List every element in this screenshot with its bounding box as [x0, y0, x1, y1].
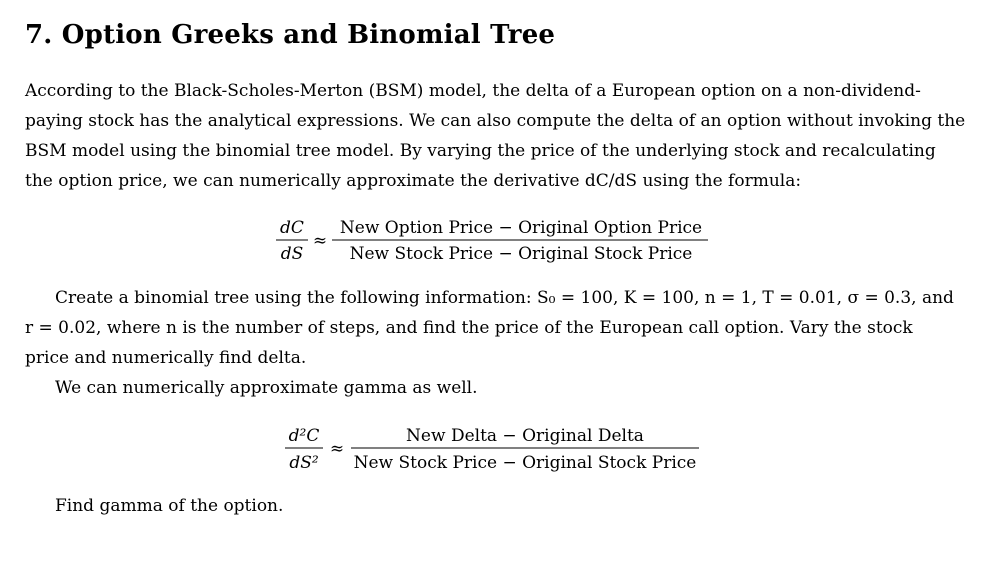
- delta-rhs-numerator: New Option Price − Original Option Price: [339, 218, 703, 238]
- gamma-lhs-numerator: d²C: [288, 426, 320, 446]
- delta-approx-symbol: ≈: [312, 231, 328, 251]
- task-line-3: price and numerically find delta.: [25, 348, 307, 368]
- delta-rhs-denominator: New Stock Price − Original Stock Price: [349, 244, 693, 264]
- gamma-rhs-numerator: New Delta − Original Delta: [406, 426, 644, 446]
- gamma-lhs-denominator: dS²: [289, 453, 319, 473]
- gamma-rhs-denominator: New Stock Price − Original Stock Price: [353, 453, 697, 473]
- intro-paragraph: [25, 76, 965, 196]
- intro-line-1: According to the Black-Scholes-Merton (BSM) model, the delta of a European option on a non-dividend-: [25, 81, 921, 101]
- task-paragraph: [25, 283, 954, 373]
- task-line-1: Create a binomial tree using the following information: S₀ = 100, K = 100, n = 1, T = 0.01, σ = 0.3, and: [55, 288, 954, 308]
- gamma-approx-symbol: ≈: [329, 439, 345, 459]
- gamma-intro-paragraph: We can numerically approximate gamma as well.: [55, 378, 478, 398]
- gamma-formula: [275, 420, 715, 480]
- delta-lhs-numerator: dC: [280, 218, 304, 238]
- delta-formula: [268, 210, 718, 270]
- intro-line-4: the option price, we can numerically approximate the derivative dC/dS using the formula:: [25, 171, 802, 191]
- gamma-task-paragraph: Find gamma of the option.: [55, 496, 284, 516]
- intro-line-2: paying stock has the analytical expressions. We can also compute the delta of an option without invoking the: [25, 111, 966, 131]
- intro-line-3: BSM model using the binomial tree model. By varying the price of the underlying stock and recalculating: [25, 141, 936, 161]
- section-title: 7. Option Greeks and Binomial Tree: [25, 20, 556, 50]
- delta-lhs-denominator: dS: [280, 244, 304, 264]
- task-line-2: r = 0.02, where n is the number of steps, and find the price of the European call option. Vary the stock: [25, 318, 913, 338]
